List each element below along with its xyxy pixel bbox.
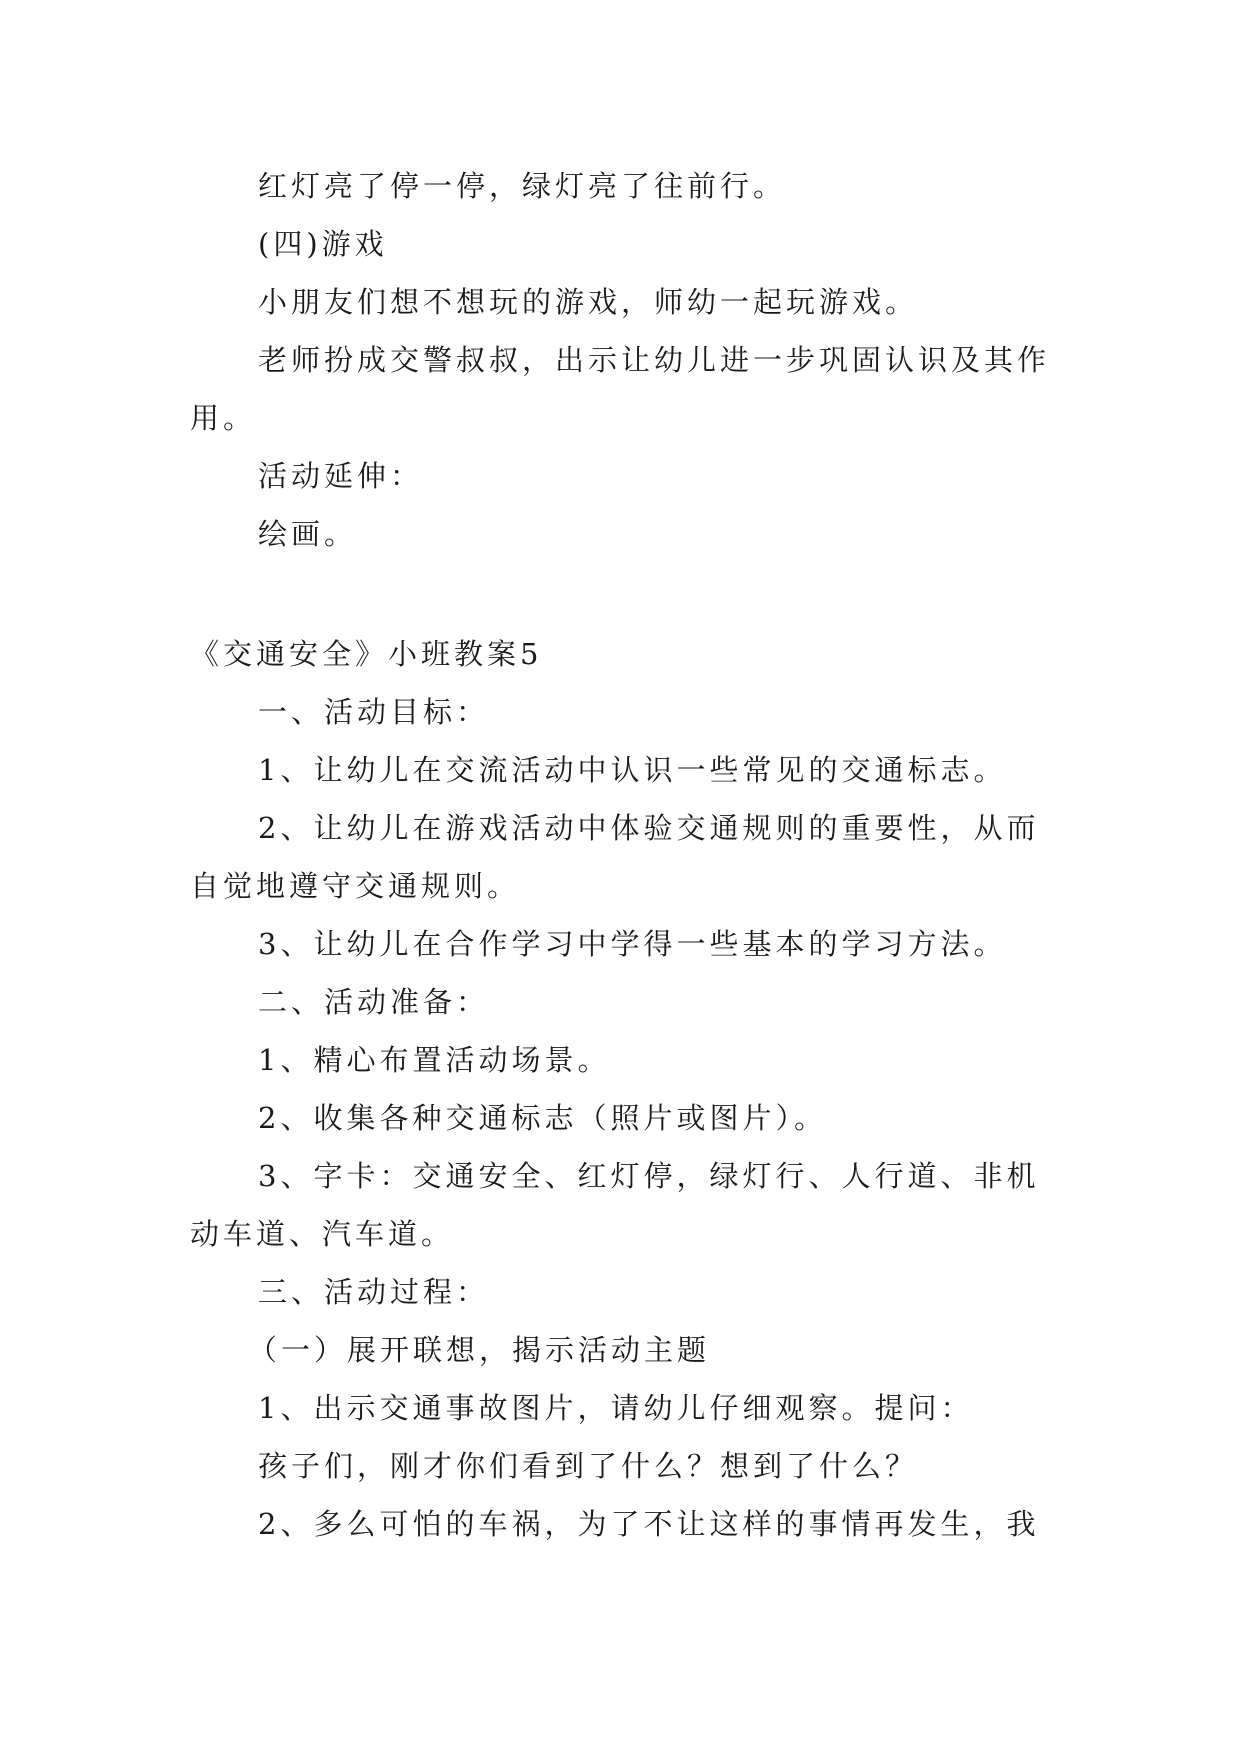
list-item: 2、多么可怕的车祸，为了不让这样的事情再发生，我 (258, 1507, 1040, 1541)
paragraph-line: 绘画。 (258, 517, 358, 551)
list-item-continuation: 自觉地遵守交通规则。 (190, 869, 521, 903)
list-item: 1、出示交通事故图片，请幼儿仔细观察。提问： (258, 1391, 974, 1425)
list-item-continuation: 动车道、汽车道。 (190, 1217, 455, 1251)
paragraph-line: 孩子们，刚才你们看到了什么？想到了什么？ (258, 1449, 919, 1483)
list-item: 1、精心布置活动场景。 (258, 1043, 611, 1077)
paragraph-line: 用。 (190, 401, 257, 435)
paragraph-line: 小朋友们想不想玩的游戏，师幼一起玩游戏。 (258, 285, 919, 319)
paragraph-line: 红灯亮了停一停，绿灯亮了往前行。 (258, 169, 787, 203)
document-title: 《交通安全》小班教案5 (190, 637, 543, 671)
list-item: 1、让幼儿在交流活动中认识一些常见的交通标志。 (258, 753, 1007, 787)
list-item: 3、让幼儿在合作学习中学得一些基本的学习方法。 (258, 927, 1007, 961)
list-item: 2、收集各种交通标志（照片或图片）。 (258, 1101, 827, 1135)
paragraph-line: 老师扮成交警叔叔，出示让幼儿进一步巩固认识及其作 (258, 343, 1051, 377)
subsection-heading: （一）展开联想，揭示活动主题 (248, 1333, 711, 1367)
section-heading: 二、活动准备： (258, 985, 490, 1019)
section-heading: 活动延伸： (258, 459, 424, 493)
list-item: 3、字卡：交通安全、红灯停，绿灯行、人行道、非机 (258, 1159, 1040, 1193)
list-item: 2、让幼儿在游戏活动中体验交通规则的重要性，从而 (258, 811, 1040, 845)
section-heading: 一、活动目标： (258, 695, 490, 729)
section-heading: 三、活动过程： (258, 1275, 490, 1309)
section-heading: (四)游戏 (258, 227, 388, 261)
